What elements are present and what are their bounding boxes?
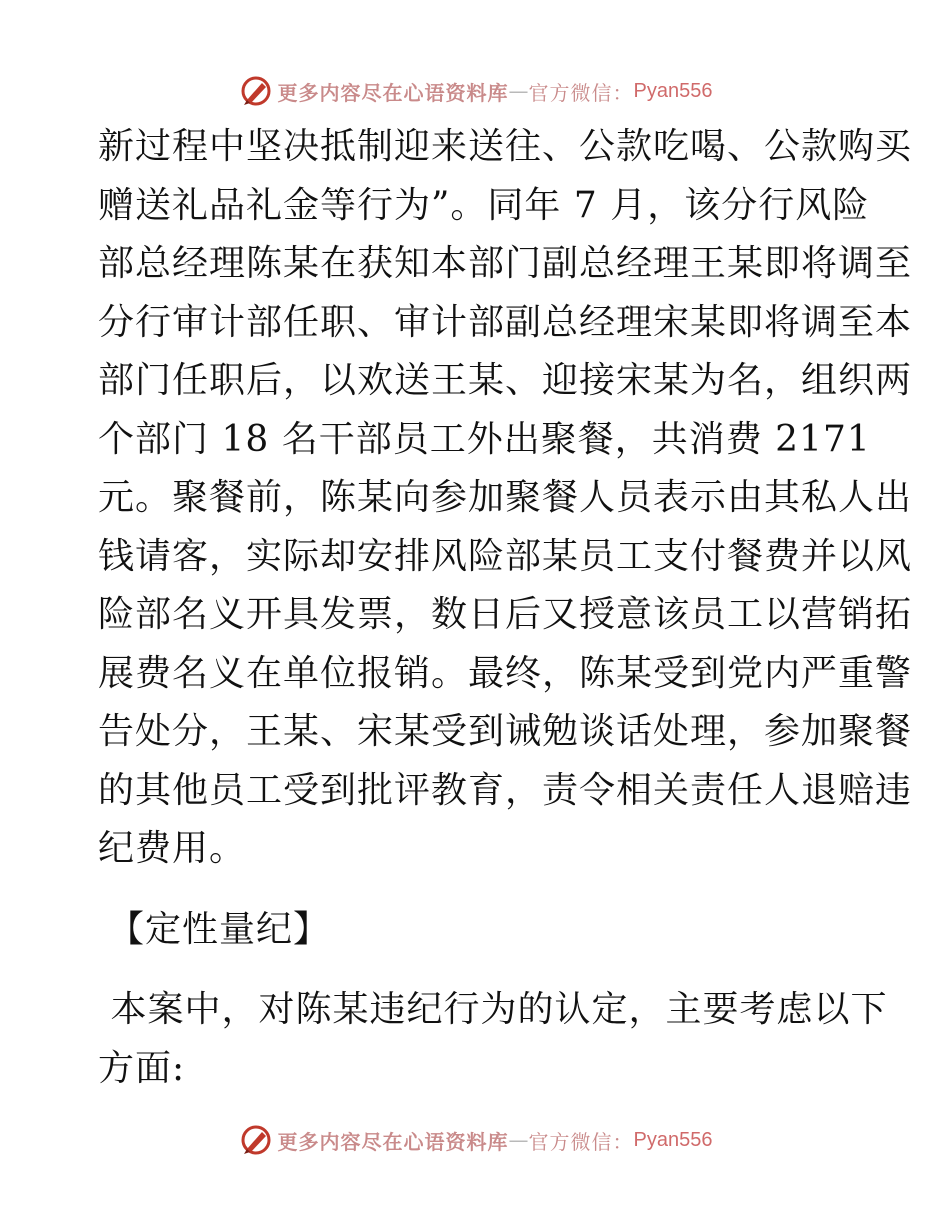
- document-body: [98, 118, 913, 1098]
- text-line: 告处分，王某、宋某受到诫勉谈话处理，参加聚餐: [98, 711, 913, 752]
- text-line: 部门任职后，以欢送王某、迎接宋某为名，组织两: [98, 360, 913, 401]
- pen-logo-icon: [238, 73, 274, 109]
- watermark-text: 更多内容尽在心语资料库: [277, 1129, 509, 1154]
- text-line: 的其他员工受到批评教育，责令相关责任人退赔违: [98, 769, 913, 811]
- text-line: 赠送礼品礼金等行为”。同年 7 月，该分行风险: [98, 184, 870, 226]
- watermark-wechat-id: Pyan556: [633, 1128, 713, 1151]
- text-line: 部总经理陈某在获知本部门副总经理王某即将调至: [98, 243, 913, 284]
- footer-watermark: [0, 1120, 950, 1160]
- text-line: 方面:: [98, 1047, 186, 1089]
- paragraph-gap: [98, 879, 858, 901]
- pen-logo-icon: [238, 1122, 274, 1158]
- text-line: 新过程中坚决抵制迎来送往、公款吃喝、公款购买: [98, 126, 913, 167]
- watermark-dash: —: [508, 1128, 529, 1152]
- analysis-paragraph: [98, 981, 888, 1098]
- watermark-wechat-label: 官方微信：: [528, 80, 634, 105]
- watermark-text: 更多内容尽在心语资料库: [277, 80, 509, 105]
- text-line: 险部名义开具发票，数日后又授意该员工以营销拓: [98, 594, 913, 635]
- case-paragraph: [98, 118, 913, 879]
- text-line: 本案中，对陈某违纪行为的认定，主要考虑以下: [98, 989, 888, 1030]
- paragraph-gap: [98, 959, 858, 981]
- text-line: 钱请客，实际却安排风险部某员工支付餐费并以风: [98, 535, 913, 577]
- text-line: 纪费用。: [98, 828, 247, 869]
- section-heading: 【定性量纪】: [108, 908, 331, 950]
- text-line: 元。聚餐前，陈某向参加聚餐人员表示由其私人出: [98, 477, 913, 518]
- header-watermark: [0, 71, 950, 111]
- text-line: 分行审计部任职、审计部副总经理宋某即将调至本: [98, 301, 913, 343]
- watermark-wechat-id: Pyan556: [633, 79, 713, 102]
- watermark-wechat-label: 官方微信：: [528, 1129, 634, 1154]
- text-line: 展费名义在单位报销。最终，陈某受到党内严重警: [98, 652, 913, 694]
- watermark-dash: —: [508, 79, 529, 103]
- text-line: 个部门 18 名干部员工外出聚餐，共消费 2171: [98, 418, 871, 460]
